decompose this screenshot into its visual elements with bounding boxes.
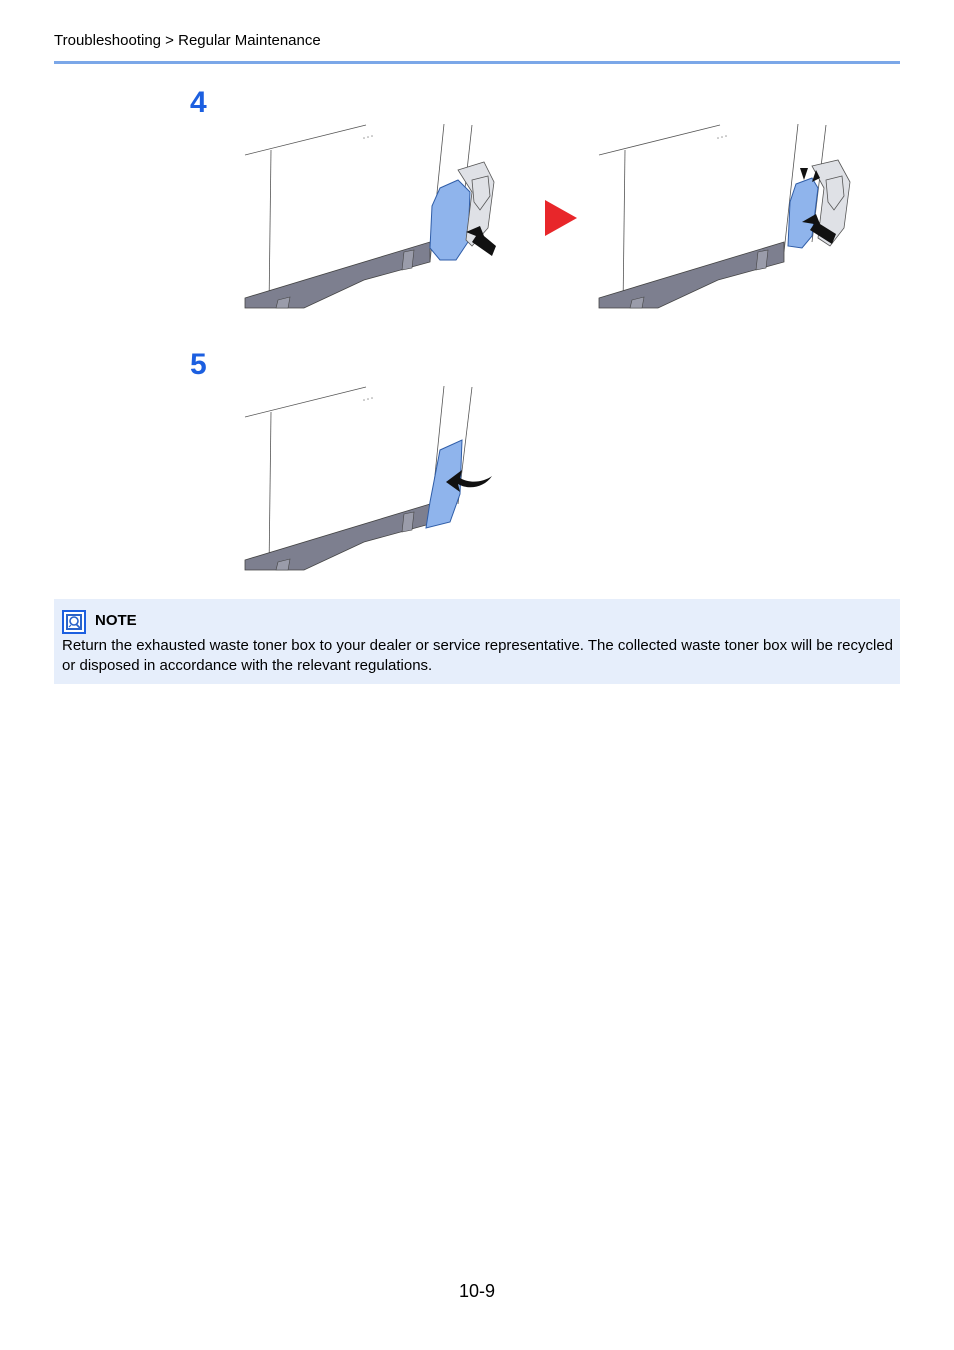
note-title: NOTE [95,612,137,629]
play-triangle-icon [543,198,579,238]
note-body: Return the exhausted waste toner box to your dealer or service representative. The collected waste toner box will be recycled or disposed in accordance with the relevant regulations. [62,637,893,674]
step-number-4: 4 [190,86,207,119]
page-number: 10-9 [458,1281,496,1301]
printer-illustration-cover-closed [244,384,500,572]
printer-illustration-toner-box-pushed [598,122,854,310]
header-rule [54,61,900,64]
note-box [54,599,900,684]
breadcrumb: Troubleshooting > Regular Maintenance [54,32,321,49]
step-number-5: 5 [190,348,207,381]
printer-illustration-toner-box-attached [244,122,500,310]
note-icon [62,610,86,634]
